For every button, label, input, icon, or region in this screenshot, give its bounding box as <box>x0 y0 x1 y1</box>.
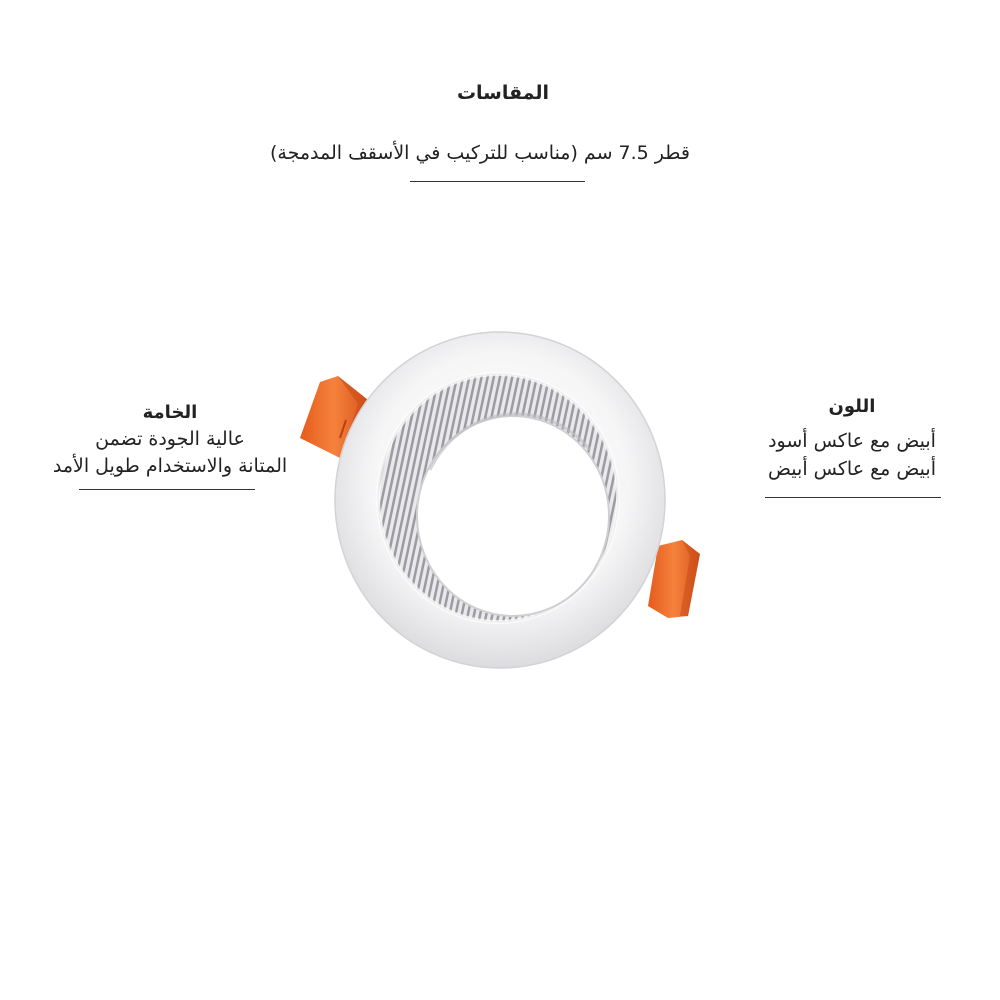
color-underline <box>765 497 941 498</box>
color-option-black-reflector: أبيض مع عاكس أسود <box>768 430 936 452</box>
material-underline <box>79 489 255 490</box>
material-text-line2: المتانة والاستخدام طويل الأمد <box>52 455 288 477</box>
dimensions-title: المقاسات <box>456 82 550 104</box>
dimensions-underline <box>410 181 585 182</box>
color-option-white-reflector: أبيض مع عاكس أبيض <box>768 458 936 480</box>
downlight-product-image <box>290 320 710 680</box>
material-text-line1: عالية الجودة تضمن <box>95 428 245 450</box>
dimensions-text: قطر 7.5 سم (مناسب للتركيب في الأسقف المدمجة) <box>270 142 690 164</box>
material-title: الخامة <box>142 402 198 423</box>
color-title: اللون <box>828 396 876 417</box>
